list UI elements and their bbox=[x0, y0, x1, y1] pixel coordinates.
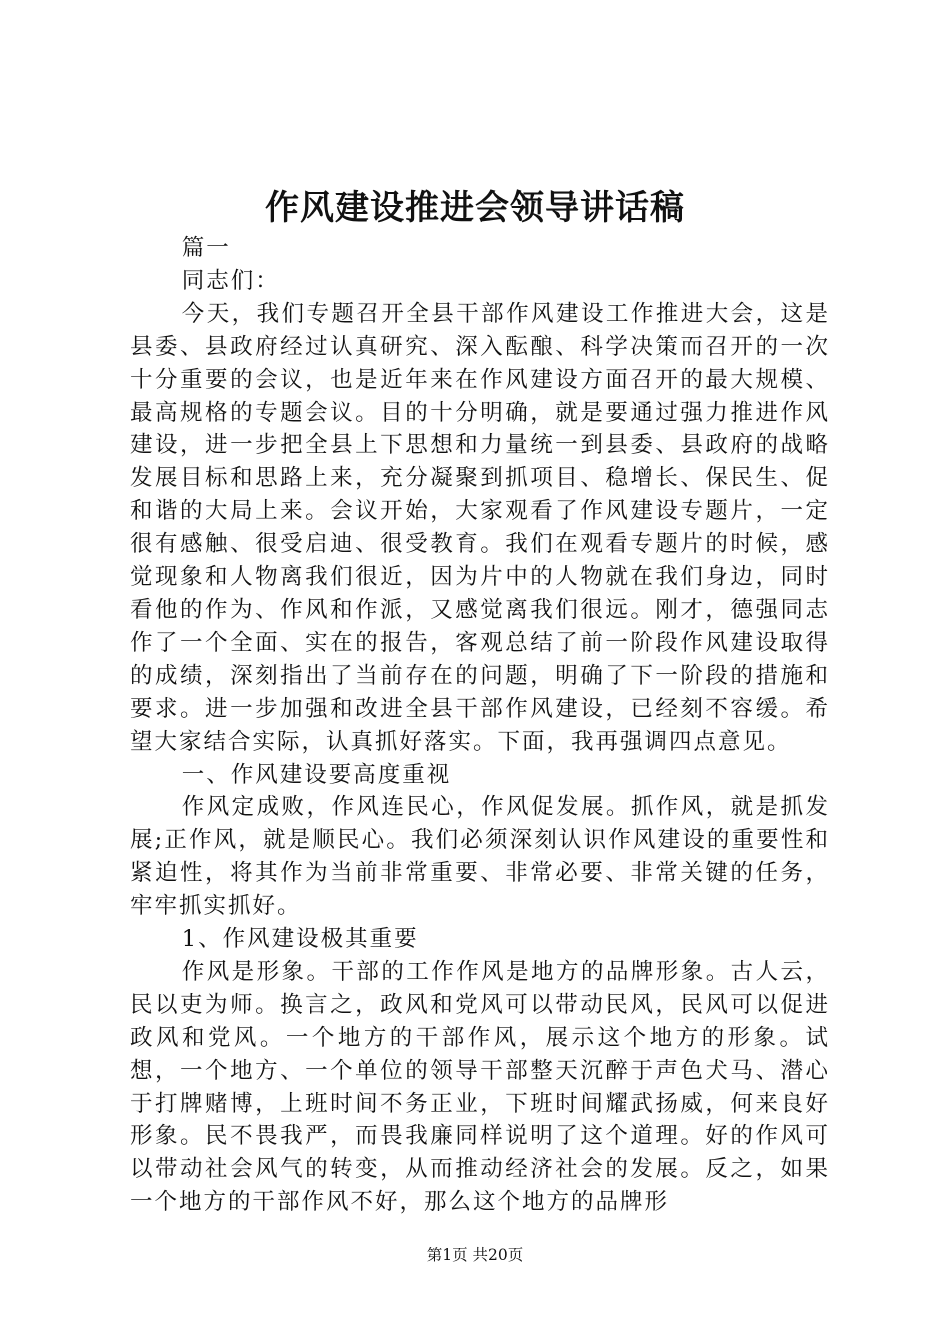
page-number-footer: 第1页 共20页 bbox=[426, 1246, 524, 1264]
section-label: 篇一 bbox=[181, 235, 231, 261]
paragraph-section-1: 作风定成败，作风连民心，作风促发展。抓作风，就是抓发展;正作风，就是顺民心。我们必须深刻认识作风建设的重要性和紧迫性，将其作为当前非常重要、非常必要、非常关键的任务，牢牢抓实抓好。 bbox=[130, 794, 830, 920]
paragraph-subsection-1: 作风是形象。干部的工作作风是地方的品牌形象。古人云，民以吏为师。换言之，政风和党风可以带动民风，民风可以促进政风和党风。一个地方的干部作风，展示这个地方的形象。试想，一个地方、一个单位的领导干部整天沉醉于声色犬马、潜心于打牌赌博，上班时间不务正业，下班时间耀武扬威，何来良好形象。民不畏我严，而畏我廉同样说明了这个道理。好的作风可以带动社会风气的转变，从而推动经济社会的发展。反之，如果一个地方的干部作风不好，那么这个地方的品牌形 bbox=[130, 958, 830, 1216]
heading-section-1: 一、作风建设要高度重视 bbox=[181, 761, 452, 788]
paragraph-intro: 今天，我们专题召开全县干部作风建设工作推进大会，这是县委、县政府经过认真研究、深入酝酿、科学决策而召开的一次十分重要的会议，也是近年来在作风建设方面召开的最大规模、最高规格的专题会议。目的十分明确，就是要通过强力推进作风建设，进一步把全县上下思想和力量统一到县委、县政府的战略发展目标和思路上来，充分凝聚到抓项目、稳增长、保民生、促和谐的大局上来。会议开始，大家观看了作风建设专题片，一定很有感触、很受启迪、很受教育。我们在观看专题片的时候，感觉现象和人物离我们很近，因为片中的人物就在我们身边，同时看他的作为、作风和作派，又感觉离我们很远。刚才，德强同志作了一个全面、实在的报告，客观总结了前一阶段作风建设取得的成绩，深刻指出了当前存在的问题，明确了下一阶段的措施和要求。进一步加强和改进全县干部作风建设，已经刻不容缓。希望大家结合实际，认真抓好落实。下面，我再强调四点意见。 bbox=[130, 300, 830, 755]
heading-subsection-1: 1、作风建设极其重要 bbox=[181, 926, 419, 953]
document-title: 作风建设推进会领导讲话稿 bbox=[265, 188, 685, 228]
document-body bbox=[130, 232, 830, 1219]
salutation: 同志们： bbox=[181, 267, 280, 294]
